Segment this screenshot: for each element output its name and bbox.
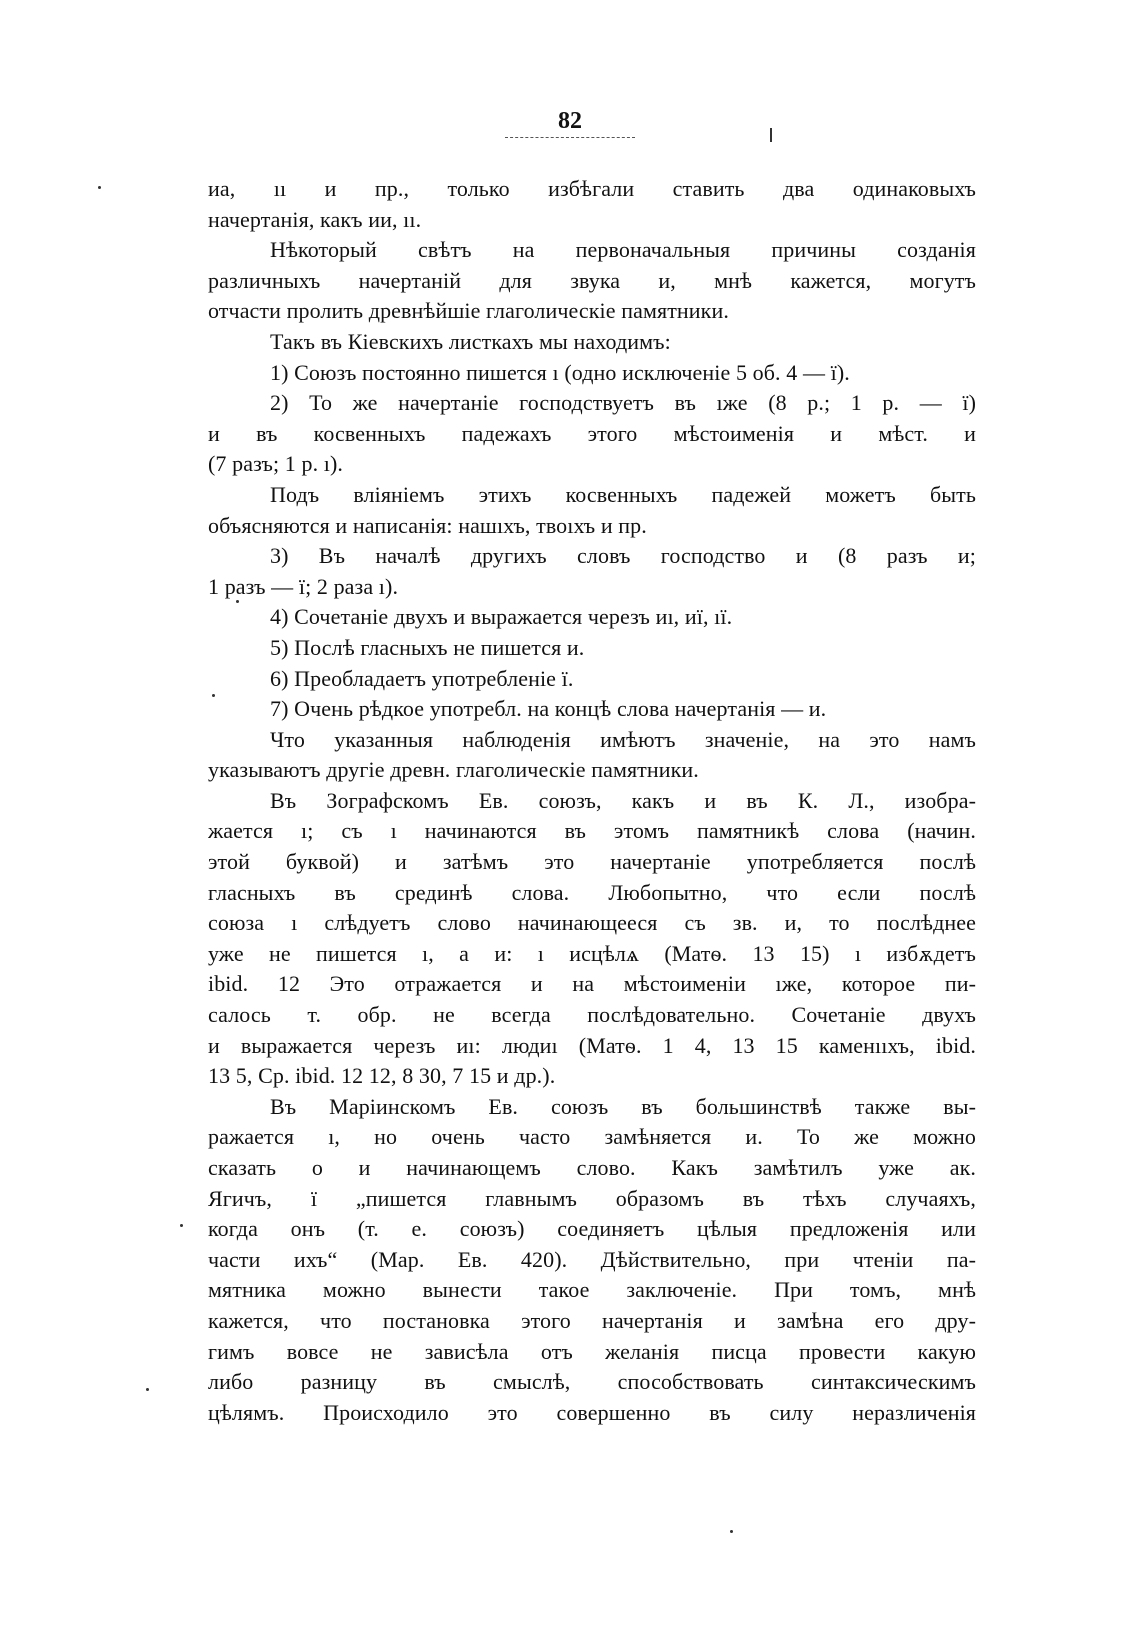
scan-speck <box>98 186 101 189</box>
text-line: различныхъ начертаній для звука и, мнѣ кажется, могутъ <box>208 267 976 293</box>
text-line: Въ Зографскомъ Ев. союзъ, какъ и въ К. Л., изобра- <box>270 787 976 813</box>
text-line: Подъ вліяніемъ этихъ косвенныхъ падежей можетъ быть <box>270 481 976 507</box>
text-line: 2) То же начертаніе господствуетъ въ ıже (8 р.; 1 р. — ї) <box>270 390 976 416</box>
text-line: кажется, что постановка этого начертанія и замѣна его дру- <box>208 1307 976 1333</box>
page-number-rule <box>505 137 635 138</box>
text-line: указываютъ другіе древн. глаголическіе памятники. <box>208 757 699 783</box>
text-line: части ихъ“ (Мар. Ев. 420). Дѣйствительно, при чтеніи па- <box>208 1246 976 1272</box>
text-line: Въ Маріинскомъ Ев. союзъ въ большинствѣ также вы- <box>270 1093 976 1119</box>
scan-speck <box>770 128 772 142</box>
text-line: объясняются и написанія: нашıхъ, твоıхъ и пр. <box>208 512 647 538</box>
scan-speck <box>146 1388 149 1391</box>
text-line: салось т. обр. не всегда послѣдовательно. Сочетаніе двухъ <box>208 1002 976 1028</box>
scan-speck <box>236 600 239 603</box>
text-line: Такъ въ Кіевскихъ листкахъ мы находимъ: <box>270 328 671 354</box>
text-line: гласныхъ въ срединѣ слова. Любопытно, что если послѣ <box>208 879 976 905</box>
text-line: (7 разъ; 1 р. ı). <box>208 451 344 477</box>
text-line: 4) Сочетаніе двухъ и выражается черезъ иı, иї, ıї. <box>270 604 733 630</box>
text-line: сказать о и начинающемъ слово. Какъ замѣтилъ уже ак. <box>208 1155 976 1180</box>
text-line: гимъ вовсе не зависѣла отъ желанія писца провести какую <box>208 1338 976 1364</box>
body-text <box>208 174 976 1428</box>
text-line: союза ı слѣдуетъ слово начинающееся съ зв. и, то послѣднее <box>208 910 976 936</box>
text-line: и выражается черезъ иı: людиı (Матѳ. 1 4, 13 15 каменııхъ, ibid. <box>208 1032 976 1058</box>
scan-speck <box>212 694 215 697</box>
page-number <box>0 108 1140 138</box>
scan-speck <box>180 1224 183 1227</box>
page-number-text: 82 <box>558 108 582 134</box>
text-line: 13 5, Ср. ibid. 12 12, 8 30, 7 15 и др.). <box>208 1063 556 1089</box>
text-line: либо разницу въ смыслѣ, способствовать синтаксическимъ <box>208 1369 976 1395</box>
text-line: иа, ıı и пр., только избѣгали ставить два одинаковыхъ <box>208 176 976 201</box>
text-line: начертанія, какъ ии, ıı. <box>208 206 422 232</box>
text-line: 1 разъ — ї; 2 раза ı). <box>208 573 399 599</box>
text-line: мятника можно вынести такое заключеніе. При томъ, мнѣ <box>208 1277 976 1303</box>
scan-speck <box>730 1530 733 1533</box>
text-line: ражается ı, но очень часто замѣняется и. То же можно <box>208 1124 976 1150</box>
text-line: 3) Въ началѣ другихъ словъ господство и (8 разъ и; <box>270 543 976 569</box>
text-line: ibid. 12 Это отражается и на мѣстоименіи ıже, которое пи- <box>208 971 976 997</box>
text-line: 1) Союзъ постоянно пишется ı (одно исключеніе 5 об. 4 — ї). <box>270 359 850 385</box>
text-line: этой буквой) и затѣмъ это начертаніе употребляется послѣ <box>208 849 976 875</box>
text-line: Что указанныя наблюденія имѣютъ значеніе, на это намъ <box>270 726 976 752</box>
text-line: уже не пишется ı, а и: ı исцѣлѧ (Матѳ. 13 15) ı избѫдетъ <box>208 940 976 966</box>
text-line: жается ı; съ ı начинаются въ этомъ памятникѣ слова (начин. <box>208 818 976 844</box>
text-line: 7) Очень рѣдкое употребл. на концѣ слова начертанія — и. <box>270 696 827 722</box>
text-line: когда онъ (т. е. союзъ) соединяетъ цѣлыя предложенія или <box>208 1216 976 1242</box>
text-line: 6) Преобладаетъ употребленіе ї. <box>270 665 574 691</box>
text-line: Нѣкоторый свѣтъ на первоначальныя причины созданія <box>270 237 976 263</box>
text-line: цѣлямъ. Происходило это совершенно въ силу неразличенія <box>208 1399 976 1425</box>
text-line: Ягичъ, ї „пишется главнымъ образомъ въ тѣхъ случаяхъ, <box>208 1185 976 1211</box>
text-line: отчасти пролить древнѣйшіе глаголическіе памятники. <box>208 298 729 324</box>
text-line: 5) Послѣ гласныхъ не пишется и. <box>270 634 585 660</box>
text-line: и въ косвенныхъ падежахъ этого мѣстоименія и мѣст. и <box>208 420 976 446</box>
